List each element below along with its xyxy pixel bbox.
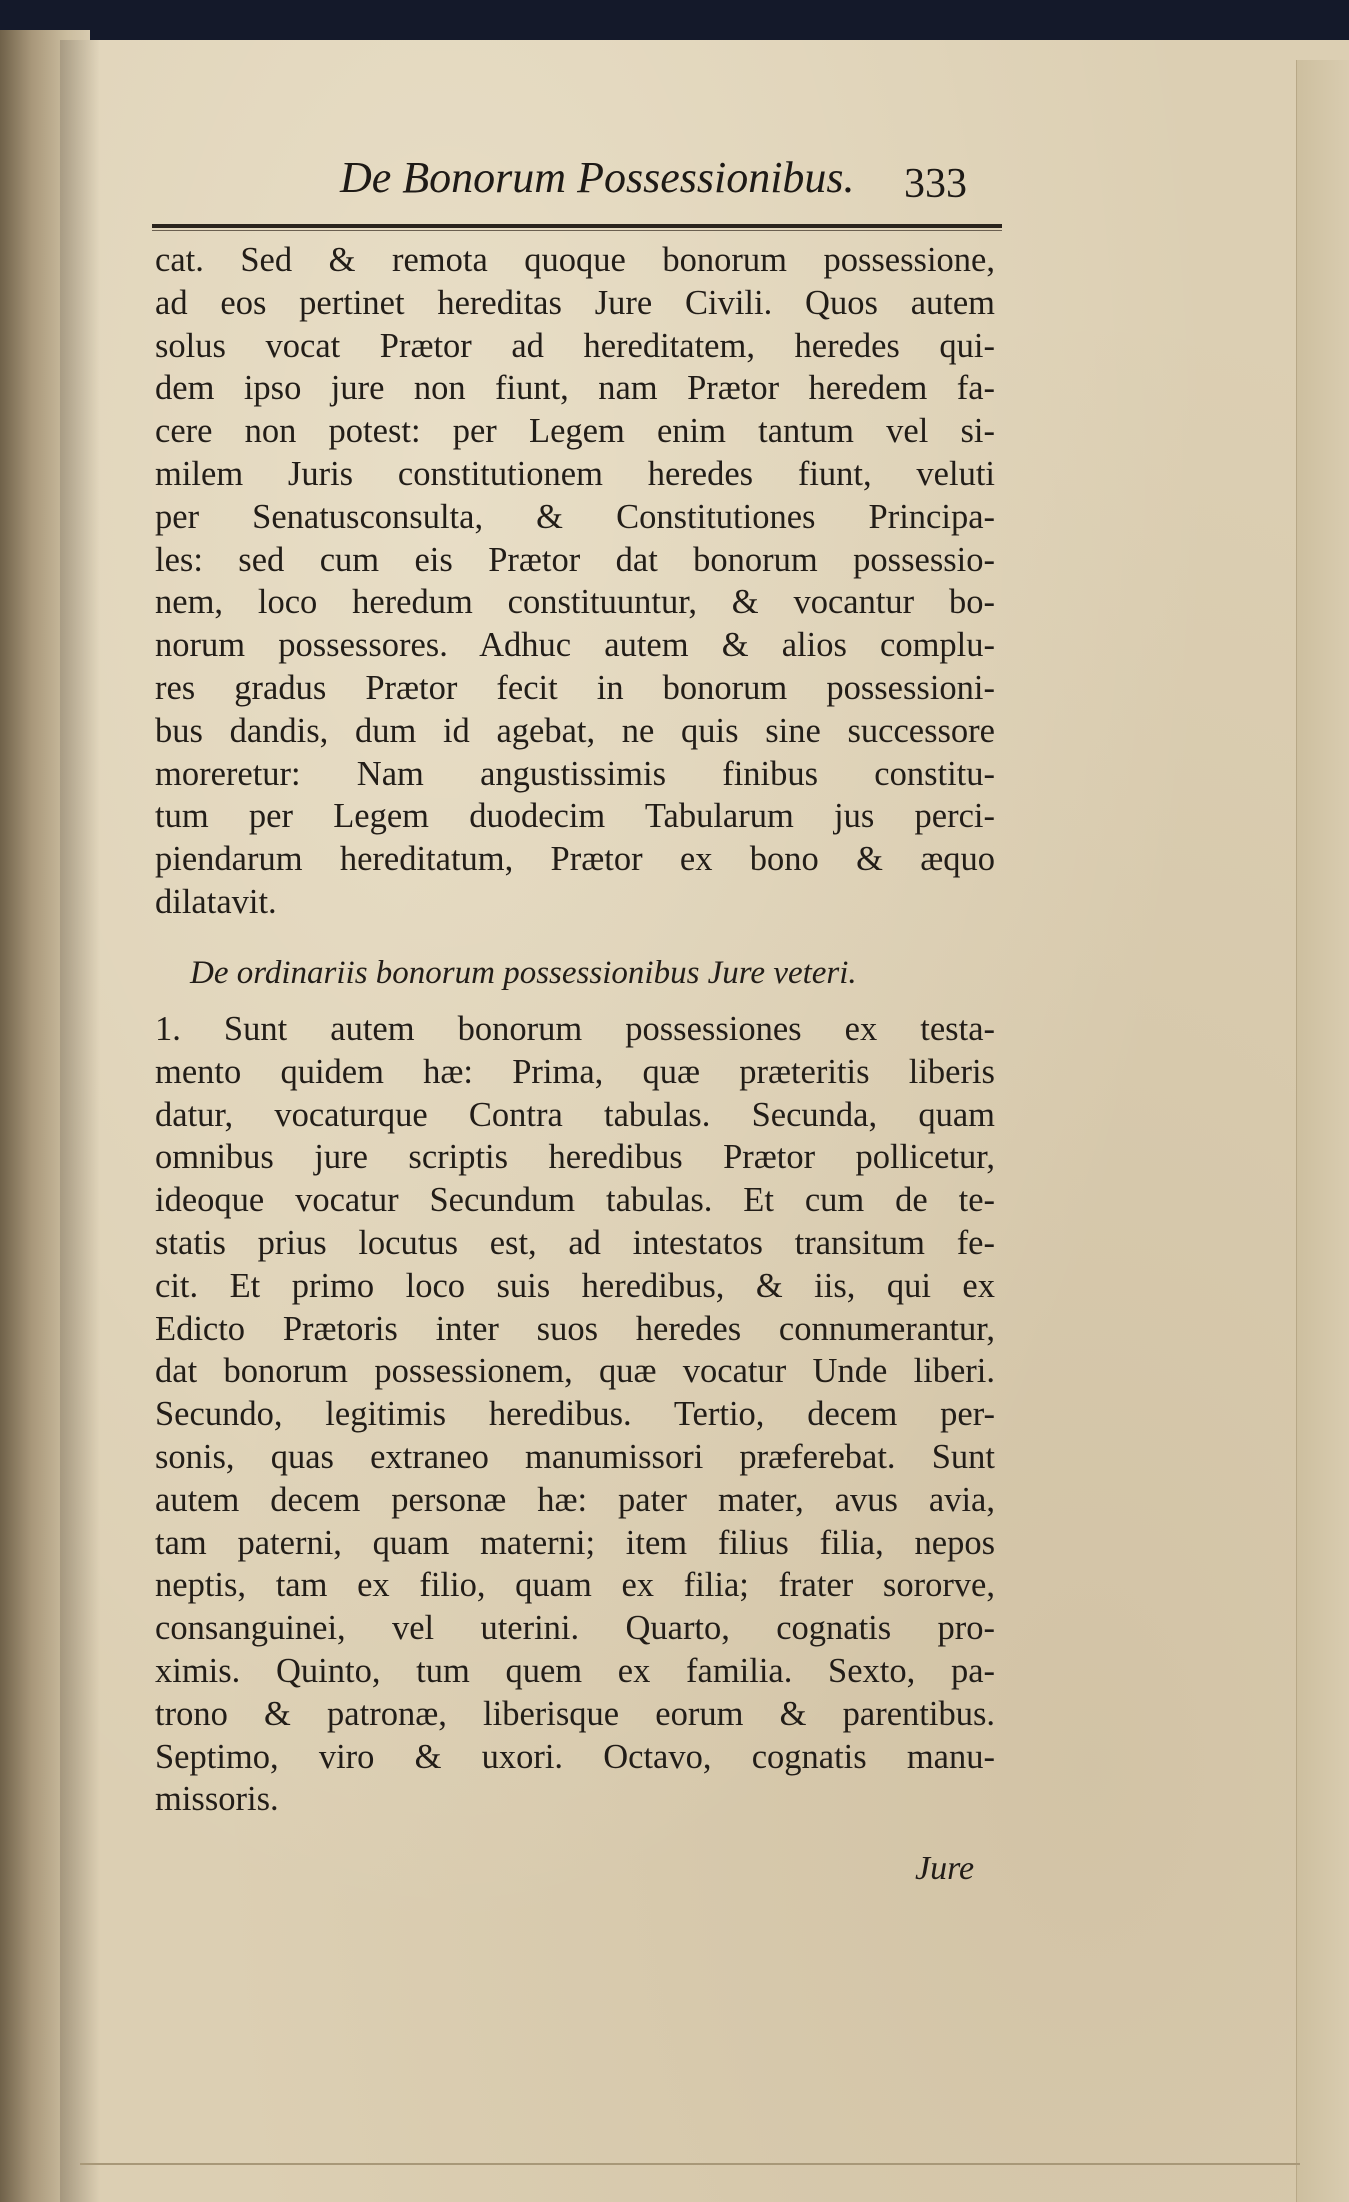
text-line: dat bonorum possessionem, quæ vocatur Unde liberi. (155, 1352, 995, 1391)
header-rule (152, 224, 1002, 228)
text-line: ad eos pertinet hereditas Jure Civili. Quos autem (155, 283, 995, 322)
text-line: norum possessores. Adhuc autem & alios complu- (155, 626, 995, 665)
text-line: res gradus Prætor fecit in bonorum possessioni- (155, 668, 995, 707)
text-line: ideoque vocatur Secundum tabulas. Et cum de te- (155, 1181, 995, 1220)
text-line: autem decem personæ hæ: pater mater, avus avia, (155, 1480, 995, 1519)
paragraph-1 (155, 239, 995, 924)
text-line: omnibus jure scriptis heredibus Prætor pollicetur, (155, 1138, 995, 1177)
text-line: missoris. (155, 1780, 279, 1819)
text-line: milem Juris constitutionem heredes fiunt, veluti (155, 454, 995, 493)
text-line: per Senatusconsulta, & Constitutiones Principa- (155, 497, 995, 536)
text-line: tam paterni, quam materni; item filius filia, nepos (155, 1523, 995, 1562)
text-line: tum per Legem duodecim Tabularum jus perci- (155, 797, 995, 836)
header-rule-thin (152, 230, 1002, 231)
text-line: cere non potest: per Legem enim tantum vel si- (155, 412, 995, 451)
text-line: Secundo, legitimis heredibus. Tertio, decem per- (155, 1395, 995, 1434)
text-line: datur, vocaturque Contra tabulas. Secunda, quam (155, 1095, 995, 1134)
text-line: statis prius locutus est, ad intestatos transitum fe- (155, 1223, 995, 1262)
text-line: solus vocat Prætor ad hereditatem, heredes qui- (155, 326, 995, 365)
text-line: dem ipso jure non fiunt, nam Prætor heredem fa- (155, 369, 995, 408)
text-line: les: sed cum eis Prætor dat bonorum possessio- (155, 540, 995, 579)
text-line: sonis, quas extraneo manumissori præferebat. Sunt (155, 1437, 995, 1476)
page-number: 333 (904, 161, 967, 207)
text-line: trono & patronæ, liberisque eorum & parentibus. (155, 1694, 995, 1733)
text-line: cit. Et primo loco suis heredibus, & iis, qui ex (155, 1266, 995, 1305)
text-line: 1. Sunt autem bonorum possessiones ex testa- (155, 1010, 995, 1048)
text-line: neptis, tam ex filio, quam ex filia; frater sororve, (155, 1566, 995, 1605)
text-line: ximis. Quinto, tum quem ex familia. Sexto, pa- (155, 1651, 995, 1690)
text-line: consanguinei, vel uterini. Quarto, cognatis pro- (155, 1609, 995, 1648)
text-line: bus dandis, dum id agebat, ne quis sine successore (155, 711, 995, 750)
paragraph-2 (155, 1008, 995, 1821)
text-line: moreretur: Nam angustissimis finibus constitu- (155, 754, 995, 793)
text-line: Septimo, viro & uxori. Octavo, cognatis manu- (155, 1737, 995, 1776)
text-line: nem, loco heredum constituuntur, & vocantur bo- (155, 583, 995, 622)
text-line: piendarum hereditatum, Prætor ex bono & æquo (155, 840, 995, 879)
text-line: mento quidem hæ: Prima, quæ præteritis liberis (155, 1052, 995, 1091)
text-line: Edicto Prætoris inter suos heredes connumerantur, (155, 1309, 995, 1348)
gutter-shadow (60, 40, 100, 2202)
section-heading: De ordinariis bonorum possessionibus Jure veteri. (190, 955, 857, 991)
text-line: cat. Sed & remota quoque bonorum possessione, (155, 241, 995, 279)
text-line: dilatavit. (155, 882, 277, 921)
running-title: De Bonorum Possessionibus. (340, 153, 855, 202)
page-crease (80, 2163, 1300, 2165)
catchword: Jure (915, 1850, 975, 1887)
page-edge (1296, 60, 1349, 2202)
